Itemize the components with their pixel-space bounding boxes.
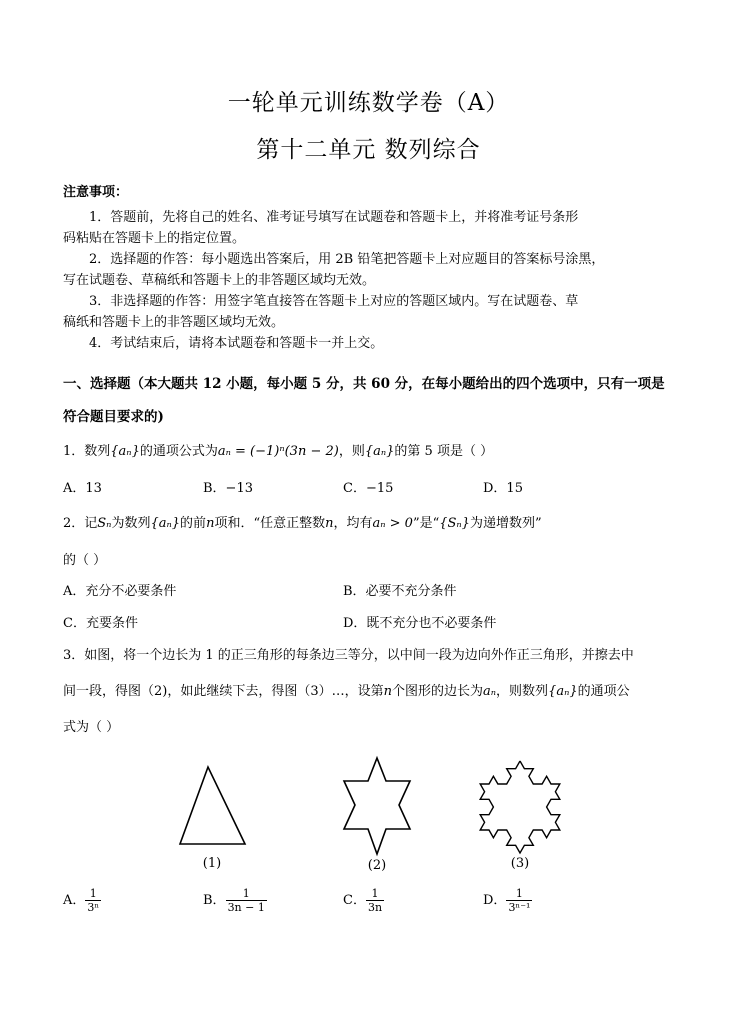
notice-line: 4．考试结束后，请将本试题卷和答题卡一并上交。 — [89, 336, 384, 351]
fraction-numerator: 1 — [506, 887, 532, 901]
page-subtitle: 第十二单元 数列综合 — [256, 137, 481, 163]
question-3: 3．如图，将一个边长为 1 的正三角形的每条边三等分，以中间一段为边向外作正三角形，并擦去中 — [63, 648, 634, 663]
figure-3-label: (3) — [510, 856, 530, 871]
q2-option-b: B．必要不充分条件 — [343, 584, 457, 599]
q3-n: n — [383, 684, 392, 699]
q2-text: ”是“ — [412, 516, 440, 531]
q3-option-a — [63, 887, 101, 914]
q1-option-a: A．13 — [63, 481, 102, 496]
q3-seq: {aₙ} — [548, 684, 578, 699]
notice-line: 2．选择题的作答：每小题选出答案后，用 2B 铅笔把答题卡上对应题目的答案标号涂黑， — [89, 252, 605, 267]
fraction — [85, 887, 101, 914]
figure-2-label: (2) — [367, 858, 387, 873]
figure-1-triangle — [180, 767, 245, 844]
q3-option-c — [343, 887, 384, 914]
notice-line: 稿纸和答题卡上的非答题区域均无效。 — [63, 315, 285, 330]
fraction-numerator: 1 — [85, 887, 101, 901]
fraction-denominator: 3ⁿ — [87, 901, 100, 914]
q2-option-c: C．充要条件 — [63, 616, 138, 631]
q1-mid2: ，则 — [338, 444, 365, 459]
q1-option-c: C．−15 — [343, 481, 394, 496]
figure-2-star — [344, 758, 410, 854]
q2-text: 2．记 — [63, 516, 98, 531]
fraction — [506, 887, 532, 914]
q2-text: 项和．“任意正整数 — [214, 516, 326, 531]
notice-line: 3．非选择题的作答：用签字笔直接答在答题卡上对应的答题区域内。写在试题卷、草 — [89, 294, 579, 309]
q1-formula: aₙ = (−1)ⁿ(3n − 2) — [217, 444, 339, 459]
question-1 — [63, 440, 493, 459]
q2-text: 的前 — [180, 516, 207, 531]
q2-seq: {aₙ} — [150, 516, 181, 531]
q1-mid1: 的通项公式为 — [139, 444, 218, 459]
question-2 — [63, 512, 542, 531]
q2-option-a: A．充分不必要条件 — [63, 584, 177, 599]
q1-option-b: B．−13 — [203, 481, 253, 496]
figure-3-snowflake — [480, 761, 560, 853]
notice-line: 写在试题卷、草稿纸和答题卡上的非答题区域均无效。 — [63, 273, 376, 288]
q2-sseq: {Sₙ} — [439, 516, 470, 531]
notice-line: 1．答题前，先将自己的姓名、准考证号填写在试题卷和答题卡上，并将准考证号条形 — [89, 210, 579, 225]
notice-heading: 注意事项： — [63, 185, 129, 200]
fraction-denominator: 3n — [367, 901, 383, 914]
q2-n: n — [206, 516, 215, 531]
q3-option-b — [203, 887, 267, 914]
q1-seq2: {aₙ} — [364, 444, 395, 459]
page-title: 一轮单元训练数学卷（A） — [227, 90, 510, 116]
q3-option-d — [483, 887, 532, 914]
q3-text: 的通项公 — [577, 684, 630, 699]
q1-prefix: 1．数列 — [63, 444, 111, 459]
figure-1-label: (1) — [202, 856, 222, 871]
fraction-denominator: 3ⁿ⁻¹ — [508, 901, 531, 914]
option-label: A． — [63, 893, 86, 908]
fraction — [226, 887, 267, 914]
q2-line2: 的（ ） — [63, 553, 107, 568]
q2-text: ，均有 — [333, 516, 373, 531]
question-3-line2 — [63, 680, 630, 699]
section-heading-cont: 符合题目要求的) — [63, 409, 164, 425]
q2-text: 为递增数列” — [469, 516, 542, 531]
q2-n: n — [325, 516, 334, 531]
q2-text: 为数列 — [111, 516, 151, 531]
option-label: B． — [203, 893, 226, 908]
koch-figures — [150, 745, 570, 875]
notice-line: 码粘贴在答题卡上的指定位置。 — [63, 231, 246, 246]
q1-seq: {aₙ} — [110, 444, 140, 459]
q1-suffix: 的第 5 项是（ ） — [394, 444, 494, 459]
option-label: C． — [343, 893, 366, 908]
q2-sn: Sₙ — [97, 516, 112, 531]
question-3-line3: 式为（ ） — [63, 720, 120, 735]
q3-an: aₙ — [483, 684, 497, 699]
fraction-denominator: 3n − 1 — [227, 901, 265, 914]
q3-text: 间一段，得图（2)，如此继续下去，得图（3）…，设第 — [63, 684, 384, 699]
q1-option-d: D．15 — [483, 481, 523, 496]
section-heading: 一、选择题（本大题共 12 小题，每小题 5 分，共 60 分，在每小题给出的四个选项中，只有一项是 — [63, 376, 665, 392]
q3-text: ，则数列 — [496, 684, 549, 699]
option-label: D． — [483, 893, 507, 908]
fraction — [366, 887, 384, 914]
fraction-numerator: 1 — [226, 887, 267, 901]
fraction-numerator: 1 — [366, 887, 384, 901]
q3-text: 个图形的边长为 — [392, 684, 484, 699]
q2-option-d: D．既不充分也不必要条件 — [343, 616, 497, 631]
q2-cond: aₙ > 0 — [372, 516, 413, 531]
